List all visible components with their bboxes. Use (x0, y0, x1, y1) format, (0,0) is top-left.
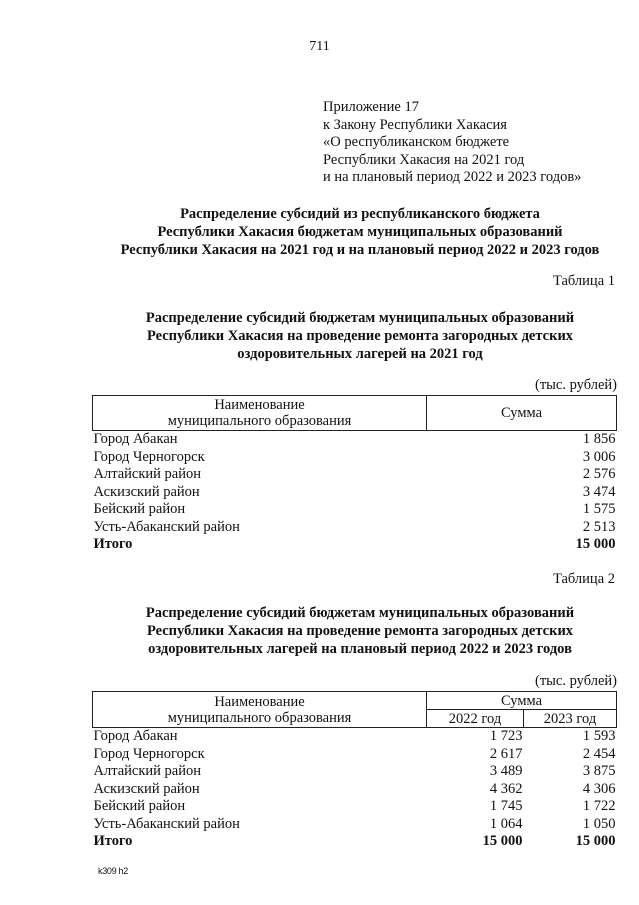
appendix-line: и на плановый период 2022 и 2023 годов» (323, 169, 582, 185)
row-name: Бейский район (93, 798, 186, 815)
row-name: Город Черногорск (93, 745, 205, 762)
row-name: Город Абакан (93, 431, 178, 448)
row-sum: 2 513 (582, 518, 616, 535)
table-row (93, 466, 617, 484)
total-sum: 15 000 (575, 536, 616, 553)
row-2022: 3 489 (489, 763, 523, 780)
table1-title-line: Распределение субсидий бюджетам муниципальных образований (145, 310, 575, 326)
table1-title-line: оздоровительных лагерей на 2021 год (237, 346, 483, 362)
table-row (93, 501, 617, 519)
row-2022: 1 723 (489, 728, 523, 745)
table-row (93, 798, 617, 816)
table1-header-sum: Сумма (427, 396, 617, 431)
footer-code: k309 h2 (98, 866, 128, 876)
main-title (60, 205, 639, 259)
table-row (93, 781, 617, 799)
row-2023: 3 875 (582, 763, 616, 780)
header-name-line2: муниципального образования (167, 413, 352, 429)
header-name-line2: муниципального образования (167, 709, 352, 726)
total-row (93, 833, 617, 851)
row-name: Усть-Абаканский район (93, 518, 240, 535)
table1 (92, 395, 617, 554)
row-2023: 2 454 (582, 745, 616, 762)
table-row (93, 728, 617, 746)
table-row (93, 763, 617, 781)
row-2023: 1 722 (582, 798, 616, 815)
row-2022: 1 745 (489, 798, 523, 815)
table2-title (60, 604, 639, 658)
row-sum: 1 856 (582, 431, 616, 448)
table2-header-2023: 2023 год (524, 710, 617, 728)
total-2023: 15 000 (575, 833, 616, 850)
row-name: Город Черногорск (93, 448, 205, 465)
table1-title-line: Республики Хакасия на проведение ремонта загородных детских (146, 328, 574, 344)
appendix-line: «О республиканском бюджете (323, 134, 510, 150)
row-sum: 2 576 (582, 466, 616, 483)
row-2022: 4 362 (489, 780, 523, 797)
table2-label: Таблица 2 (552, 571, 615, 587)
table-row (93, 484, 617, 502)
header-name-line1: Наименование (214, 693, 305, 710)
table2-header-name (93, 692, 427, 728)
table2-header-sum: Сумма (427, 692, 617, 710)
table1-units: (тыс. рублей) (535, 377, 617, 393)
row-2022: 1 064 (489, 815, 523, 832)
total-name: Итого (93, 536, 133, 553)
main-title-line: Республики Хакасия бюджетам муниципальных образований (157, 224, 563, 240)
main-title-line: Распределение субсидий из республиканского бюджета (180, 206, 540, 222)
row-name: Алтайский район (93, 466, 201, 483)
row-name: Усть-Абаканский район (93, 815, 240, 832)
table-row (93, 816, 617, 834)
row-sum: 3 006 (582, 448, 616, 465)
row-2023: 4 306 (582, 780, 616, 797)
table2-units: (тыс. рублей) (535, 673, 617, 689)
table-row (93, 746, 617, 764)
table1-header-name (93, 396, 427, 431)
row-2023: 1 593 (582, 728, 616, 745)
total-name: Итого (93, 833, 133, 850)
page-number: 711 (309, 39, 330, 54)
table2 (92, 691, 617, 851)
table1-title (60, 309, 639, 363)
table2-title-line: Республики Хакасия на проведение ремонта загородных детских (146, 623, 574, 639)
table2-header-2022: 2022 год (427, 710, 524, 728)
row-name: Аскизский район (93, 483, 200, 500)
table-row (93, 519, 617, 537)
main-title-line: Республики Хакасия на 2021 год и на плановый период 2022 и 2023 годов (120, 242, 600, 258)
header-name-line1: Наименование (214, 397, 305, 413)
total-row (93, 536, 617, 554)
row-2023: 1 050 (582, 815, 616, 832)
appendix-line: Республики Хакасия на 2021 год (323, 151, 525, 168)
appendix-header (323, 99, 581, 187)
table2-title-line: оздоровительных лагерей на плановый период 2022 и 2023 годов (148, 641, 572, 657)
row-2022: 2 617 (489, 745, 523, 762)
row-name: Алтайский район (93, 763, 201, 780)
table-row (93, 431, 617, 449)
total-2022: 15 000 (482, 833, 523, 850)
appendix-line: к Закону Республики Хакасия (323, 116, 507, 133)
appendix-line: Приложение 17 (323, 99, 419, 115)
row-sum: 3 474 (582, 483, 616, 500)
table-row (93, 449, 617, 467)
row-name: Аскизский район (93, 780, 200, 797)
table2-title-line: Распределение субсидий бюджетам муниципальных образований (145, 605, 575, 621)
row-sum: 1 575 (582, 501, 616, 518)
row-name: Бейский район (93, 501, 186, 518)
row-name: Город Абакан (93, 728, 178, 745)
table1-label: Таблица 1 (552, 273, 615, 289)
